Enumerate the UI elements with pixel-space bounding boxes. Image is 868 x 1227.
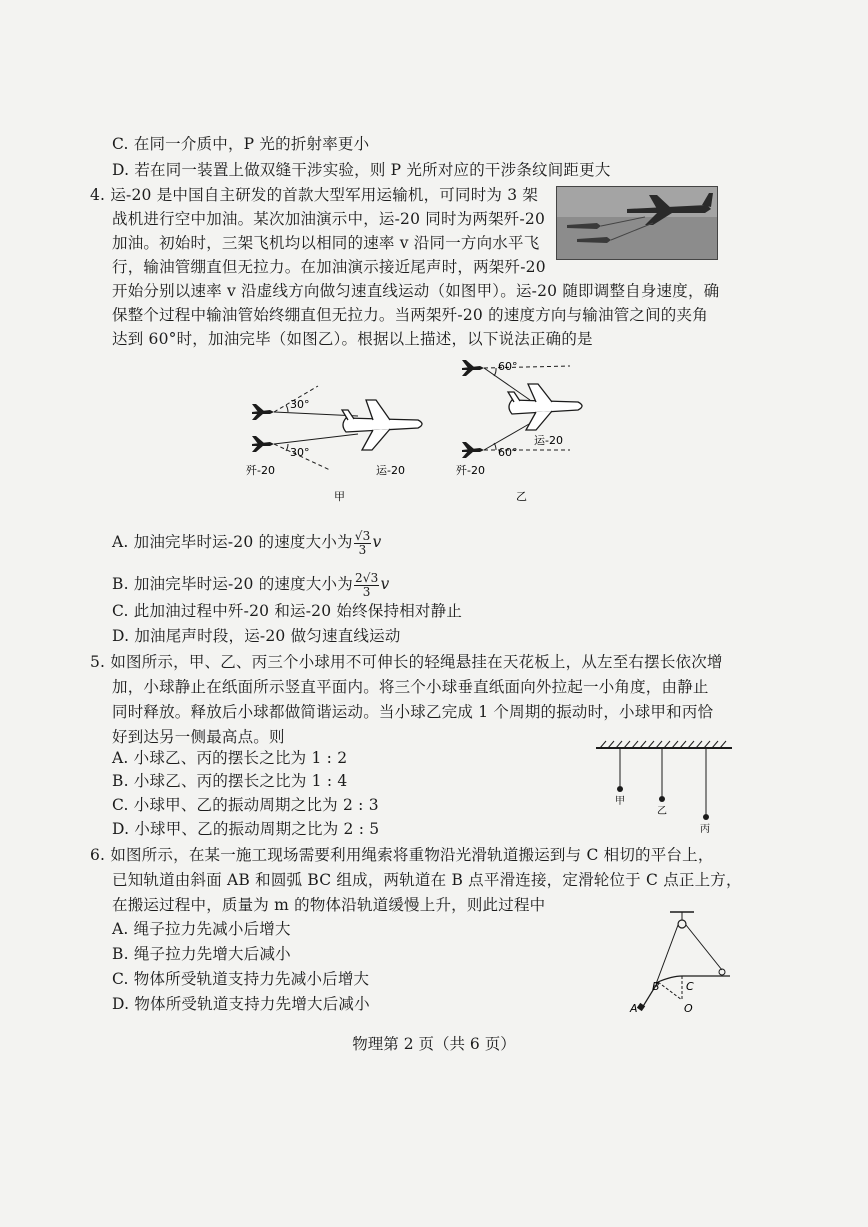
label-j20: 歼-20 — [456, 464, 485, 477]
ball-jia — [617, 786, 623, 792]
q4-option-d: D. 加油尾声时段，运-20 做匀速直线运动 — [112, 627, 401, 645]
q4-stem-line2: 战机进行空中加油。某次加油演示中，运-20 同时为两架歼-20 — [112, 210, 546, 228]
fraction-sqrt3-over-3 — [354, 530, 372, 557]
y20-icon — [342, 400, 422, 450]
label-c: C — [686, 980, 694, 993]
q6-stem-line2: 已知轨道由斜面 AB 和圆弧 BC 组成，两轨道在 B 点平滑连接，定滑轮位于 C 点正上方， — [112, 871, 742, 889]
label-b: B — [652, 980, 660, 993]
j20-bottom-icon — [462, 442, 484, 458]
fraction-2sqrt3-over-3 — [354, 572, 380, 599]
q6-stem-line1: 6. 如图所示，在某一施工现场需要利用绳索将重物沿光滑轨道搬运到与 C 相切的平台上， — [90, 846, 714, 864]
q5-stem-line2: 加，小球静止在纸面所示竖直平面内。将三个小球垂直纸面向外拉起一小角度，由静止 — [112, 678, 709, 696]
figure-jia — [238, 372, 438, 502]
j20-bottom-icon — [252, 436, 274, 452]
q6-option-d: D. 物体所受轨道支持力先增大后减小 — [112, 995, 370, 1013]
fraction-numerator: √3 — [354, 528, 371, 543]
caption-jia: 甲 — [334, 490, 345, 502]
ball-yi — [659, 796, 665, 802]
q4-option-c: C. 此加油过程中歼-20 和运-20 始终保持相对静止 — [112, 602, 463, 620]
q4-stem-line5: 开始分别以速率 v 沿虚线方向做匀速直线运动（如图甲）。运-20 随即调整自身速度，确 — [112, 282, 720, 300]
fraction-denominator: 3 — [362, 584, 371, 599]
q3-option-c: C. 在同一介质中，P 光的折射率更小 — [112, 135, 370, 153]
ball-bing — [703, 814, 709, 820]
q4-option-a-text: A. 加油完毕时运-20 的速度大小为 — [112, 533, 353, 551]
q3-option-d: D. 若在同一装置上做双缝干涉实验，则 P 光所对应的干涉条纹间距更大 — [112, 161, 611, 179]
fraction-denominator: 3 — [358, 542, 367, 557]
q5-stem-line4: 好到达另一侧最高点。则 — [112, 728, 285, 746]
angle-label-top: 30° — [290, 398, 310, 411]
label-a: A — [630, 1002, 638, 1015]
q4-stem-line4: 行，输油管绷直但无拉力。在加油演示接近尾声时，两架歼-20 — [112, 258, 546, 276]
q5-stem-line1: 5. 如图所示，甲、乙、丙三个小球用不可伸长的轻绳悬挂在天花板上，从左至右摆长依次增 — [90, 653, 723, 671]
q6-stem-line3: 在搬运过程中，质量为 m 的物体沿轨道缓慢上升，则此过程中 — [112, 896, 546, 914]
q4-stem-line6: 保整个过程中输油管始终绷直但无拉力。当两架歼-20 的速度方向与输油管之间的夹角 — [112, 306, 708, 324]
q5-option-c: C. 小球甲、乙的振动周期之比为 2 : 3 — [112, 796, 379, 814]
label-bing: 丙 — [700, 824, 710, 835]
j20-top-icon — [462, 360, 484, 376]
fraction-numerator: 2√3 — [354, 570, 379, 585]
velocity-symbol: v — [372, 533, 382, 551]
label-j20: 歼-20 — [246, 464, 275, 477]
label-o: O — [684, 1002, 693, 1015]
y20-icon — [508, 384, 582, 430]
angle-label-bottom: 60° — [498, 446, 518, 459]
pulley-track-figure — [620, 908, 750, 1018]
q5-stem-line3: 同时释放。释放后小球都做简谐运动。当小球乙完成 1 个周期的振动时，小球甲和丙恰 — [112, 703, 714, 721]
j20-top-icon — [252, 404, 274, 420]
page-footer: 物理第 2 页（共 6 页） — [352, 1035, 516, 1053]
q5-option-d: D. 小球甲、乙的振动周期之比为 2 : 5 — [112, 820, 380, 838]
figure-yi — [450, 350, 630, 505]
q6-option-a: A. 绳子拉力先减小后增大 — [112, 920, 291, 938]
q6-option-b: B. 绳子拉力先增大后减小 — [112, 945, 291, 963]
refueling-photo — [556, 186, 718, 260]
q4-option-b-text: B. 加油完毕时运-20 的速度大小为 — [112, 575, 353, 593]
pendulum-figure — [594, 738, 734, 838]
label-y20: 运-20 — [376, 464, 405, 477]
q5-option-a: A. 小球乙、丙的摆长之比为 1 : 2 — [112, 749, 348, 767]
velocity-symbol: v — [380, 575, 390, 593]
q4-stem-line3: 加油。初始时，三架飞机均以相同的速率 v 沿同一方向水平飞 — [112, 234, 540, 252]
angle-label-top: 60° — [498, 360, 518, 373]
label-yi: 乙 — [657, 806, 667, 817]
pulley-icon — [678, 920, 686, 928]
angle-label-bottom: 30° — [290, 446, 310, 459]
q4-option-a — [112, 524, 381, 560]
q4-option-b — [112, 566, 389, 602]
q5-option-b: B. 小球乙、丙的摆长之比为 1 : 4 — [112, 772, 348, 790]
q4-stem-line1: 4. 运-20 是中国自主研发的首款大型军用运输机，可同时为 3 架 — [90, 186, 539, 204]
q6-option-c: C. 物体所受轨道支持力先减小后增大 — [112, 970, 370, 988]
label-y20: 运-20 — [534, 434, 563, 447]
caption-yi: 乙 — [516, 490, 527, 503]
q4-stem-line7: 达到 60°时，加油完毕（如图乙）。根据以上描述，以下说法正确的是 — [112, 330, 593, 348]
label-jia: 甲 — [615, 796, 625, 807]
